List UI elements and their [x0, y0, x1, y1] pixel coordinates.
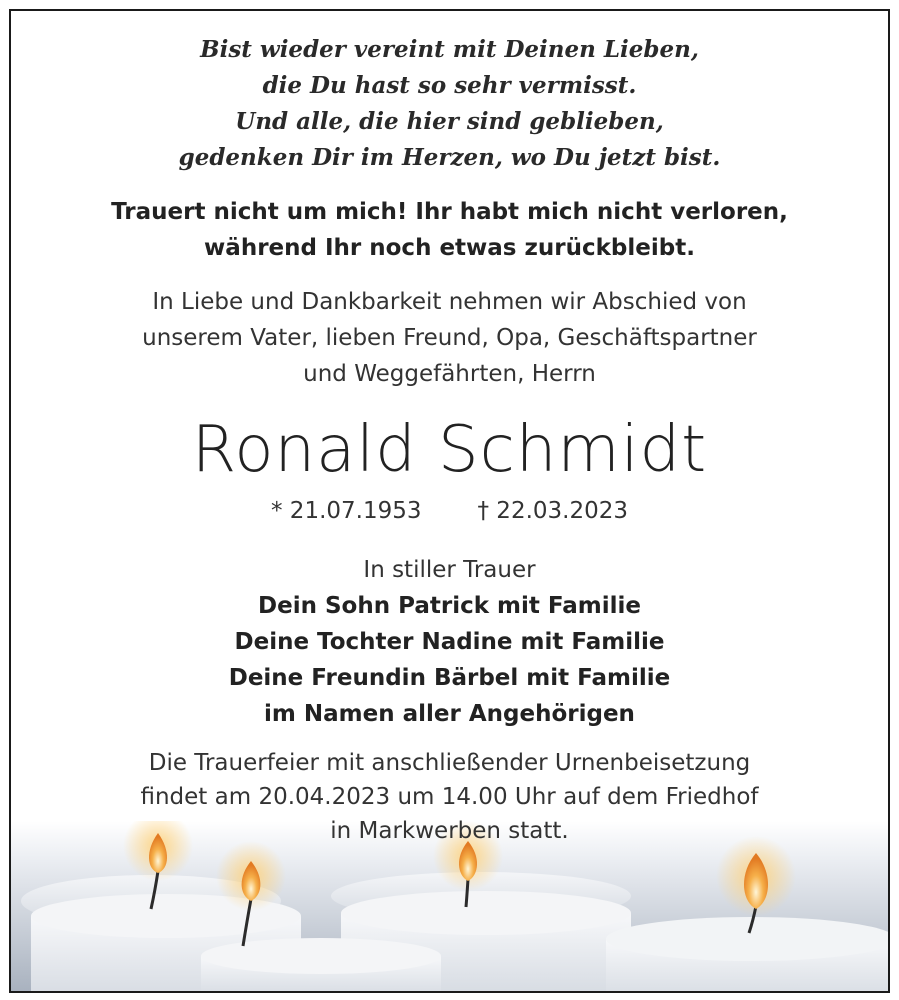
poem-line: die Du hast so sehr vermisst. [262, 72, 637, 99]
mourner-name: Dein Sohn Patrick mit Familie [258, 593, 641, 619]
obituary-card [9, 9, 890, 993]
poem-line: Bist wieder vereint mit Deinen Lieben, [200, 36, 699, 63]
quote [11, 194, 888, 266]
deceased-name: Ronald Schmidt [191, 413, 708, 487]
ceremony-line: findet am 20.04.2023 um 14.00 Uhr auf dem Friedhof [140, 784, 759, 810]
quote-line: Trauert nicht um mich! Ihr habt mich nicht verloren, [111, 199, 788, 225]
birth-date: * 21.07.1953 [271, 498, 422, 524]
life-dates [11, 494, 888, 528]
poem-line: gedenken Dir im Herzen, wo Du jetzt bist. [178, 144, 721, 171]
mourners-title: In stiller Trauer [363, 557, 536, 583]
intro-line: unserem Vater, lieben Freund, Opa, Geschäftspartner [142, 325, 757, 351]
poem [11, 32, 888, 176]
ceremony-line: Die Trauerfeier mit anschließender Urnenbeisetzung [148, 750, 751, 776]
intro-line: In Liebe und Dankbarkeit nehmen wir Abschied von [152, 289, 747, 315]
intro-line: und Weggefährten, Herrn [303, 361, 596, 387]
ceremony-line: in Markwerben statt. [330, 818, 569, 844]
ceremony-info [11, 746, 888, 848]
mourner-name: im Namen aller Angehörigen [264, 701, 635, 727]
obituary-content [11, 11, 888, 848]
death-date: † 22.03.2023 [477, 498, 628, 524]
mourners-list [11, 588, 888, 732]
intro-text [11, 284, 888, 392]
mourner-name: Deine Tochter Nadine mit Familie [234, 629, 665, 655]
quote-line: während Ihr noch etwas zurückbleibt. [204, 235, 695, 261]
mourner-name: Deine Freundin Bärbel mit Familie [228, 665, 671, 691]
poem-line: Und alle, die hier sind geblieben, [235, 108, 664, 135]
